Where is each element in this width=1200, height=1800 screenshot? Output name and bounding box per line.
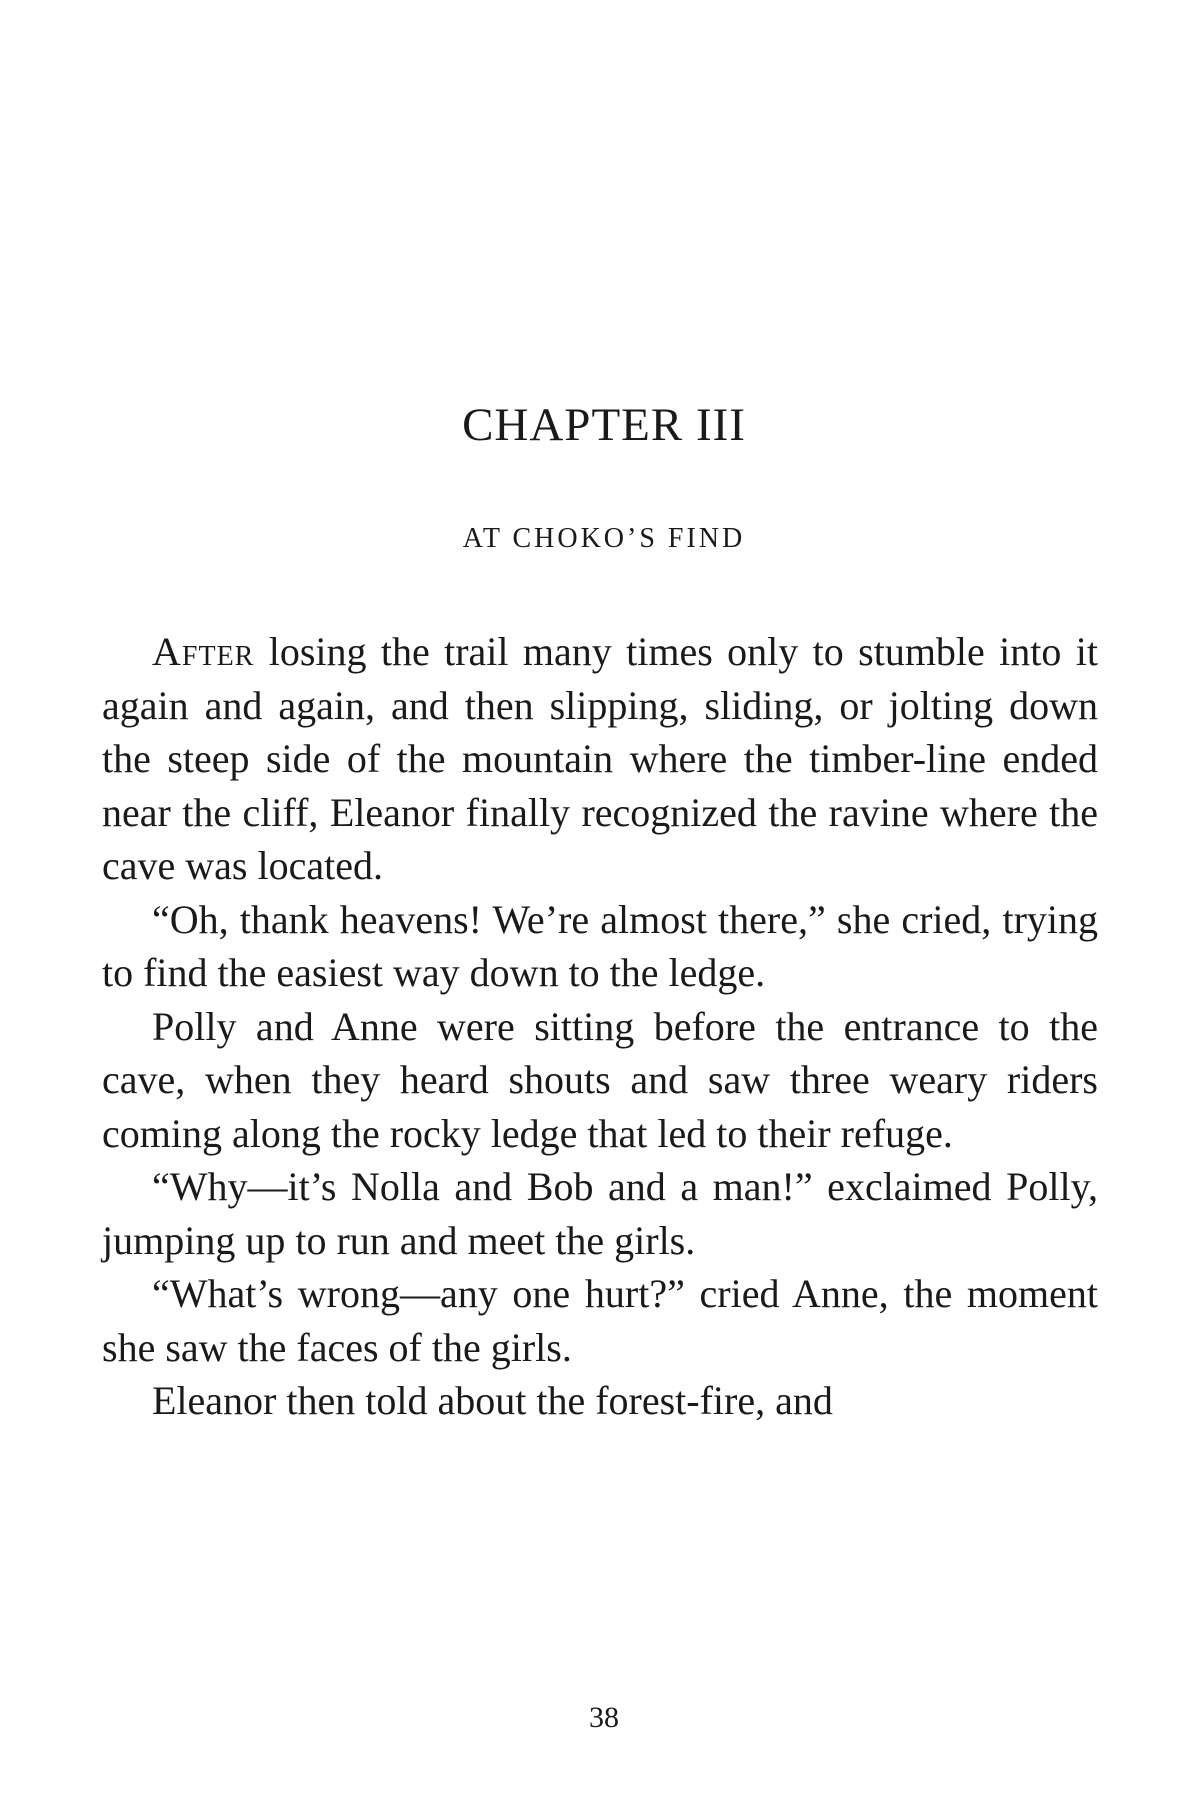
page-number: 38 [589,1701,619,1734]
chapter-heading: CHAPTER III [462,399,746,451]
paragraph: “Oh, thank heavens! We’re almost there,” she cried, trying to find the easiest way down to the ledge. [102,896,1098,995]
paragraph: Polly and Anne were sitting before the entrance to the cave, when they heard shouts and saw three weary riders coming along the rocky ledge that led to their refuge. [102,1003,1098,1156]
paragraph: “Why—it’s Nolla and Bob and a man!” exclaimed Polly, jumping up to run and meet the girls. [102,1164,1098,1263]
chapter-body [102,625,1098,1428]
paragraph [102,625,1098,893]
paragraph-lead-word: After [152,629,255,674]
paragraph: Eleanor then told about the forest-fire, and [152,1378,833,1423]
chapter-subtitle: AT CHOKO’S FIND [462,523,746,554]
paragraph: “What’s wrong—any one hurt?” cried Anne, the moment she saw the faces of the girls. [102,1271,1098,1370]
paragraph-text: losing the trail many times only to stumble into it again and again, and then slipping, sliding, or jolting down the steep side of the mountain where the timber-line ended near the cliff, Eleanor finally recognized the ravine where the cave was located. [102,629,1098,888]
